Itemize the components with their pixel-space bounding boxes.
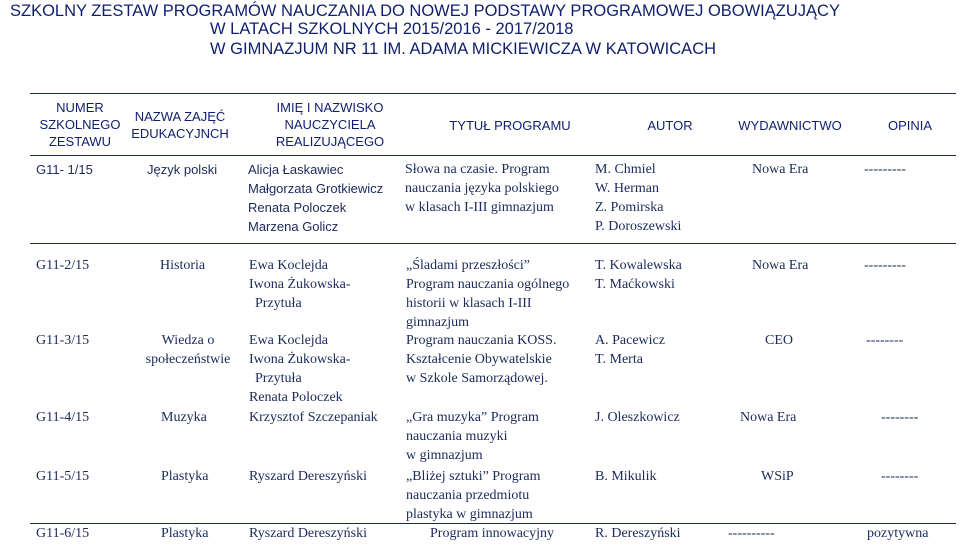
cell-program: Program innowacyjny xyxy=(430,526,555,541)
cell-line: Iwona Żukowska- xyxy=(249,277,351,292)
cell-line: gimnazjum xyxy=(406,315,469,330)
cell-zajecia: Muzyka xyxy=(161,410,207,425)
header-program: TYTUŁ PROGRAMU xyxy=(449,118,571,133)
cell-autor xyxy=(595,256,682,294)
row-divider xyxy=(30,243,956,244)
header-nauczyciel-line: REALIZUJĄCEGO xyxy=(275,134,385,149)
cell-zajecia: Plastyka xyxy=(161,469,209,484)
title-line-1: SZKOLNY ZESTAW PROGRAMÓW NAUCZANIA DO NOWEJ PODSTAWY PROGRAMOWEJ OBOWIĄZUJĄCY xyxy=(10,2,840,20)
header-nauczyciel xyxy=(260,99,400,150)
cell-line: Renata Poloczek xyxy=(249,390,343,405)
cell-line: Marzena Golicz xyxy=(248,219,339,234)
cell-line: historii w klasach I-III xyxy=(406,296,532,311)
cell-line: społeczeństwie xyxy=(145,352,231,367)
cell-line: A. Pacewicz xyxy=(595,333,665,348)
cell-numer: G11-5/15 xyxy=(36,469,90,484)
cell-line: Słowa na czasie. Program xyxy=(405,162,550,177)
header-numer-line: ZESTAWU xyxy=(48,134,112,149)
cell-line: Przytuła xyxy=(255,371,302,386)
cell-line: W. Herman xyxy=(595,181,660,196)
title-line-2: W LATACH SZKOLNYCH 2015/2016 - 2017/2018 xyxy=(210,20,574,38)
header-numer-line: SZKOLNEGO xyxy=(39,117,121,132)
cell-opinia: pozytywna xyxy=(867,526,929,541)
cell-numer: G11-6/15 xyxy=(36,526,90,541)
cell-nauczyciel xyxy=(249,256,350,313)
cell-line: w gimnazjum xyxy=(406,448,483,463)
cell-zajecia: Plastyka xyxy=(161,526,209,541)
cell-line: plastyka w gimnazjum xyxy=(406,507,533,522)
cell-wydawnictwo: Nowa Era xyxy=(752,258,809,273)
cell-line: Przytuła xyxy=(255,296,302,311)
cell-line: Ewa Koclejda xyxy=(249,333,328,348)
cell-program xyxy=(406,331,556,388)
header-nauczyciel-line: NAUCZYCIELA xyxy=(284,117,376,132)
cell-program xyxy=(406,256,569,332)
cell-line: w klasach I-III gimnazjum xyxy=(405,200,554,215)
cell-line: P. Doroszewski xyxy=(595,219,682,234)
cell-numer: G11-2/15 xyxy=(36,258,90,273)
cell-line: „Śladami przeszłości” xyxy=(406,258,531,273)
cell-program xyxy=(405,160,559,217)
cell-nauczyciel xyxy=(249,331,350,407)
header-numer-line: NUMER xyxy=(56,100,104,115)
cell-line: Program nauczania KOSS. xyxy=(406,333,557,348)
cell-nauczyciel xyxy=(248,160,383,236)
cell-wydawnictwo: Nowa Era xyxy=(740,410,797,425)
cell-line: Alicja Łaskawiec xyxy=(248,162,344,177)
cell-line: Małgorzata Grotkiewicz xyxy=(248,181,384,196)
header-zajecia xyxy=(120,108,240,142)
cell-autor: B. Mikulik xyxy=(595,469,657,484)
cell-wydawnictwo: WSiP xyxy=(761,469,794,484)
cell-line: Z. Pomirska xyxy=(595,200,664,215)
cell-line: nauczania przedmiotu xyxy=(406,488,530,503)
cell-line: T. Maćkowski xyxy=(595,277,675,292)
cell-line: M. Chmiel xyxy=(595,162,656,177)
header-nauczyciel-line: IMIĘ I NAZWISKO xyxy=(276,100,384,115)
cell-program xyxy=(406,467,541,524)
cell-line: w Szkole Samorządowej. xyxy=(406,371,548,386)
cell-line: Iwona Żukowska- xyxy=(249,352,351,367)
header-wydawnictwo: WYDAWNICTWO xyxy=(738,118,842,133)
cell-autor: J. Oleszkowicz xyxy=(595,410,680,425)
cell-wydawnictwo: Nowa Era xyxy=(752,162,809,177)
cell-zajecia xyxy=(138,331,238,369)
cell-wydawnictwo: CEO xyxy=(765,333,793,348)
cell-line: Wiedza o xyxy=(161,333,215,348)
header-opinia: OPINIA xyxy=(887,118,933,133)
header-numer xyxy=(30,99,130,150)
cell-program xyxy=(406,408,539,465)
cell-wydawnictwo: ---------- xyxy=(728,526,775,541)
cell-autor xyxy=(595,160,681,236)
cell-line: Kształcenie Obywatelskie xyxy=(406,352,552,367)
cell-line: „Gra muzyka” Program xyxy=(406,410,539,425)
cell-autor xyxy=(595,331,665,369)
cell-opinia: --------- xyxy=(864,162,906,177)
table-header xyxy=(30,93,956,156)
cell-zajecia: Historia xyxy=(160,258,206,273)
cell-nauczyciel: Krzysztof Szczepaniak xyxy=(249,410,378,425)
header-zajecia-line: NAZWA ZAJĘĆ xyxy=(134,109,226,124)
header-zajecia-line: EDUKACYJNCH xyxy=(131,126,229,141)
cell-line: Renata Poloczek xyxy=(248,200,347,215)
cell-opinia: -------- xyxy=(866,333,904,348)
cell-opinia: -------- xyxy=(881,469,919,484)
cell-nauczyciel: Ryszard Dereszyński xyxy=(249,526,368,541)
cell-nauczyciel: Ryszard Dereszyński xyxy=(249,469,368,484)
cell-line: T. Merta xyxy=(595,352,643,367)
cell-line: T. Kowalewska xyxy=(595,258,682,273)
cell-numer: G11-3/15 xyxy=(36,333,90,348)
cell-autor: R. Dereszyński xyxy=(595,526,681,541)
cell-opinia: --------- xyxy=(864,258,906,273)
cell-zajecia: Język polski xyxy=(147,162,218,177)
cell-line: nauczania języka polskiego xyxy=(405,181,559,196)
cell-numer: G11- 1/15 xyxy=(36,162,93,177)
cell-line: nauczania muzyki xyxy=(406,429,508,444)
title-line-3: W GIMNAZJUM NR 11 IM. ADAMA MICKIEWICZA W KATOWICACH xyxy=(210,40,717,58)
cell-numer: G11-4/15 xyxy=(36,410,90,425)
cell-line: Program nauczania ogólnego xyxy=(406,277,570,292)
cell-line: Ewa Koclejda xyxy=(249,258,328,273)
cell-opinia: -------- xyxy=(881,410,919,425)
cell-line: „Bliżej sztuki” Program xyxy=(406,469,541,484)
header-autor: AUTOR xyxy=(647,118,693,133)
